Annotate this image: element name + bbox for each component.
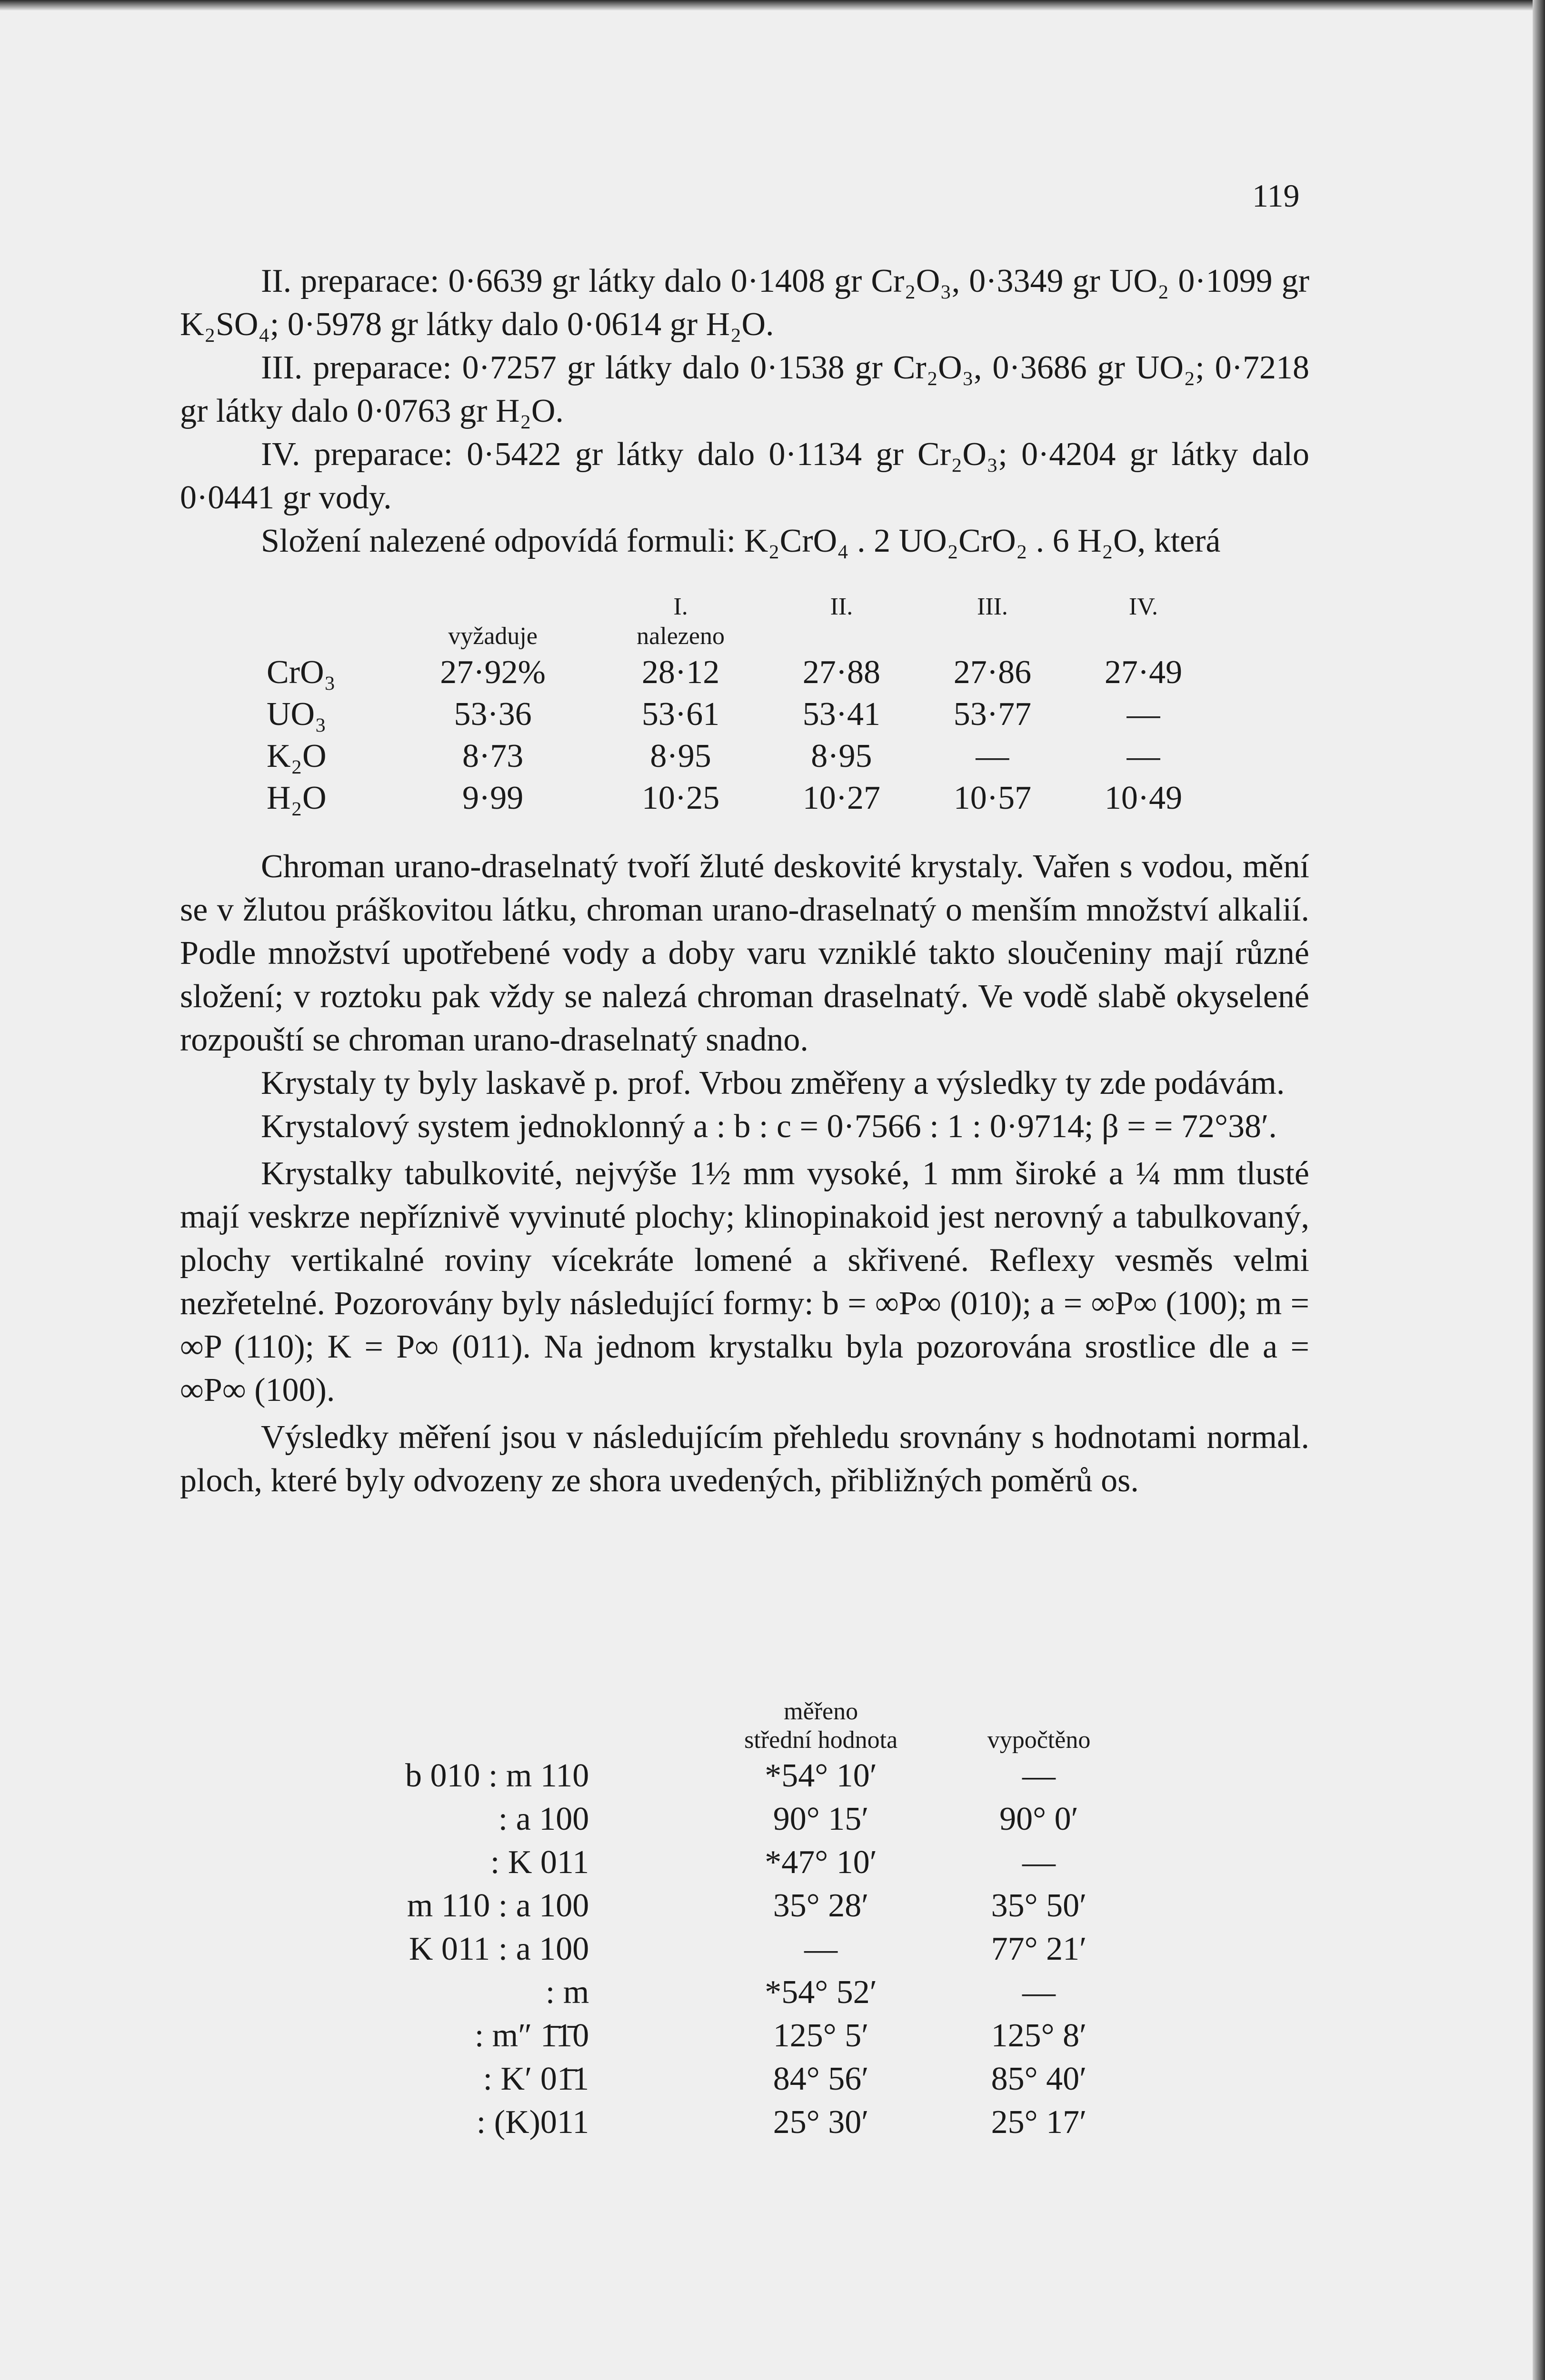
form-pair: b 010 : m 110 xyxy=(405,1757,589,1794)
header-calculated: vypočtěno xyxy=(987,1726,1091,1754)
col-header: III. xyxy=(977,593,1008,620)
paragraph-measured-by: Krystaly ty byly laskavě p. prof. Vrbou změřeny a výsledky ty zde podávám. xyxy=(261,1065,1285,1101)
body-text-top xyxy=(180,259,1309,563)
table-row xyxy=(333,2057,1214,2101)
paragraph-prep-iii: III. preparace: 0·7257 gr látky dalo 0·1538 gr Cr₂O₃, 0·3686 gr UO₂; 0·7218 gr látky dalo 0·0763 gr H₂O. xyxy=(180,349,1309,429)
paragraph-crystal-forms: Krystalky tabulkovité, nejvýše 1½ mm vysoké, 1 mm široké a ¼ mm tlusté mají veskrze nepříznivě vyvinuté plochy; klinopinakoid jest nerovný a tabulkovaný, plochy vertikalné roviny vícekráte lomené a skřivené. Reflexy vesměs velmi nezřetelné. Pozorovány byly následující formy: b = ∞P∞ (010); a = ∞P∞ (100); m = ∞P (110); K = P∞ (011). Na jednom krystalku byla pozorována srostlice dle a = ∞P∞ (100). xyxy=(180,1155,1309,1408)
measurement-header-row-1 xyxy=(333,1697,1214,1726)
measurement-header-row-2 xyxy=(333,1726,1214,1754)
calculated-value: — xyxy=(1022,1757,1056,1794)
form-pair: : K′ 01̄1 xyxy=(483,2060,589,2097)
measured-value: *54° 52′ xyxy=(765,1973,877,2011)
table-row xyxy=(333,1971,1214,2014)
scan-edge-right xyxy=(1533,0,1545,2380)
cell: — xyxy=(976,738,1009,774)
header-measured: měřeno xyxy=(784,1697,858,1725)
row-label: CrO₃ xyxy=(267,654,336,691)
form-pair: : m xyxy=(545,1973,589,2011)
cell: 9·99 xyxy=(462,780,524,816)
measured-value: 35° 28′ xyxy=(773,1887,869,1924)
calculated-value: 35° 50′ xyxy=(991,1887,1087,1924)
body-text-middle xyxy=(180,845,1309,1502)
table-row xyxy=(267,777,1219,819)
measured-value: *54° 10′ xyxy=(765,1757,877,1794)
calculated-value: — xyxy=(1022,1973,1056,2011)
cell: — xyxy=(1126,696,1160,733)
measured-value: 84° 56′ xyxy=(773,2060,869,2097)
cell: 28·12 xyxy=(641,654,720,691)
paragraph-description: Chroman urano-draselnatý tvoří žluté deskovité krystaly. Vařen s vodou, mění se v žlutou práškovitou látku, chroman urano-draselnatý o menším množství alkalií. Podle množství upotřebené vody a doby varu vzniklé takto sloučeniny mají různé složení; v roztoku pak vždy se nalezá chroman draselnatý. Ve vodě slabě okyselené rozpouští se chroman urano-draselnatý snadno. xyxy=(180,848,1309,1058)
table-row xyxy=(267,735,1219,777)
cell: 53·41 xyxy=(802,696,881,733)
row-label: UO₃ xyxy=(267,696,327,733)
col-header: I. xyxy=(673,593,688,620)
composition-table xyxy=(267,593,1219,819)
composition-header-row xyxy=(267,593,1219,621)
measured-value: *47° 10′ xyxy=(765,1844,877,1881)
cell: 8·95 xyxy=(811,738,872,774)
form-pair: : (K)011 xyxy=(476,2103,589,2141)
cell: 53·77 xyxy=(953,696,1032,733)
table-row xyxy=(333,2014,1214,2057)
composition-subheader-row xyxy=(267,621,1219,652)
table-row xyxy=(333,1884,1214,1927)
form-pair: : m″ 1̄1̄0 xyxy=(474,2017,589,2054)
table-row xyxy=(333,1797,1214,1841)
cell: 10·27 xyxy=(802,780,881,816)
cell: 53·61 xyxy=(641,696,720,733)
calculated-value: 125° 8′ xyxy=(991,2017,1087,2054)
cell: 10·49 xyxy=(1104,780,1183,816)
table-row xyxy=(333,1754,1214,1797)
table-row xyxy=(267,694,1219,735)
paragraph-prep-iv: IV. preparace: 0·5422 gr látky dalo 0·1134 gr Cr₂O₃; 0·4204 gr látky dalo 0·0441 gr vody. xyxy=(180,436,1309,516)
calculated-value: 85° 40′ xyxy=(991,2060,1087,2097)
row-label: K₂O xyxy=(267,738,327,774)
table-row xyxy=(333,1841,1214,1884)
scan-edge-top xyxy=(0,0,1545,10)
calculated-value: 77° 21′ xyxy=(991,1930,1087,1967)
form-pair: K 011 : a 100 xyxy=(409,1930,589,1967)
form-pair: : K 011 xyxy=(490,1844,589,1881)
paragraph-results-intro: Výsledky měření jsou v následujícím přehledu srovnány s hodnotami normal. ploch, které byly odvozeny ze shora uvedených, přibližných poměrů os. xyxy=(180,1419,1309,1499)
col-header: IV. xyxy=(1128,593,1158,620)
cell: 8·73 xyxy=(462,738,524,774)
measurement-table xyxy=(333,1697,1214,2144)
cell: 8·95 xyxy=(650,738,711,774)
measured-value: 25° 30′ xyxy=(773,2103,869,2141)
calculated-value: 90° 0′ xyxy=(999,1800,1078,1837)
row-label: H₂O xyxy=(267,780,327,816)
col-header: II. xyxy=(830,593,853,620)
subheader-required: vyžaduje xyxy=(448,623,538,650)
calculated-value: — xyxy=(1022,1844,1056,1881)
cell: 27·92% xyxy=(440,654,546,691)
header-mean-value: střední hodnota xyxy=(744,1726,898,1754)
table-row xyxy=(267,652,1219,694)
cell: 27·86 xyxy=(953,654,1032,691)
subheader-found: nalezeno xyxy=(637,623,725,650)
measured-value: — xyxy=(804,1930,838,1967)
form-pair: m 110 : a 100 xyxy=(407,1887,589,1924)
table-row xyxy=(333,2101,1214,2144)
cell: 53·36 xyxy=(454,696,532,733)
measured-value: 90° 15′ xyxy=(773,1800,869,1837)
cell: 10·25 xyxy=(641,780,720,816)
paragraph-prep-ii: II. preparace: 0·6639 gr látky dalo 0·1408 gr Cr₂O₃, 0·3349 gr UO₂ 0·1099 gr K₂SO₄; 0·5978 gr látky dalo 0·0614 gr H₂O. xyxy=(180,263,1309,343)
calculated-value: 25° 17′ xyxy=(991,2103,1087,2141)
paragraph-crystal-system: Krystalový system jednoklonný a : b : c = 0·7566 : 1 : 0·9714; β = = 72°38′. xyxy=(261,1108,1277,1145)
paragraph-formula: Složení nalezené odpovídá formuli: K₂CrO₄ . 2 UO₂CrO₂ . 6 H₂O, která xyxy=(261,523,1221,559)
cell: 27·49 xyxy=(1104,654,1183,691)
form-pair: : a 100 xyxy=(498,1800,589,1837)
cell: 27·88 xyxy=(802,654,881,691)
measured-value: 125° 5′ xyxy=(773,2017,869,2054)
cell: — xyxy=(1126,738,1160,774)
table-row xyxy=(333,1927,1214,1971)
page-number: 119 xyxy=(1252,178,1300,214)
cell: 10·57 xyxy=(953,780,1032,816)
